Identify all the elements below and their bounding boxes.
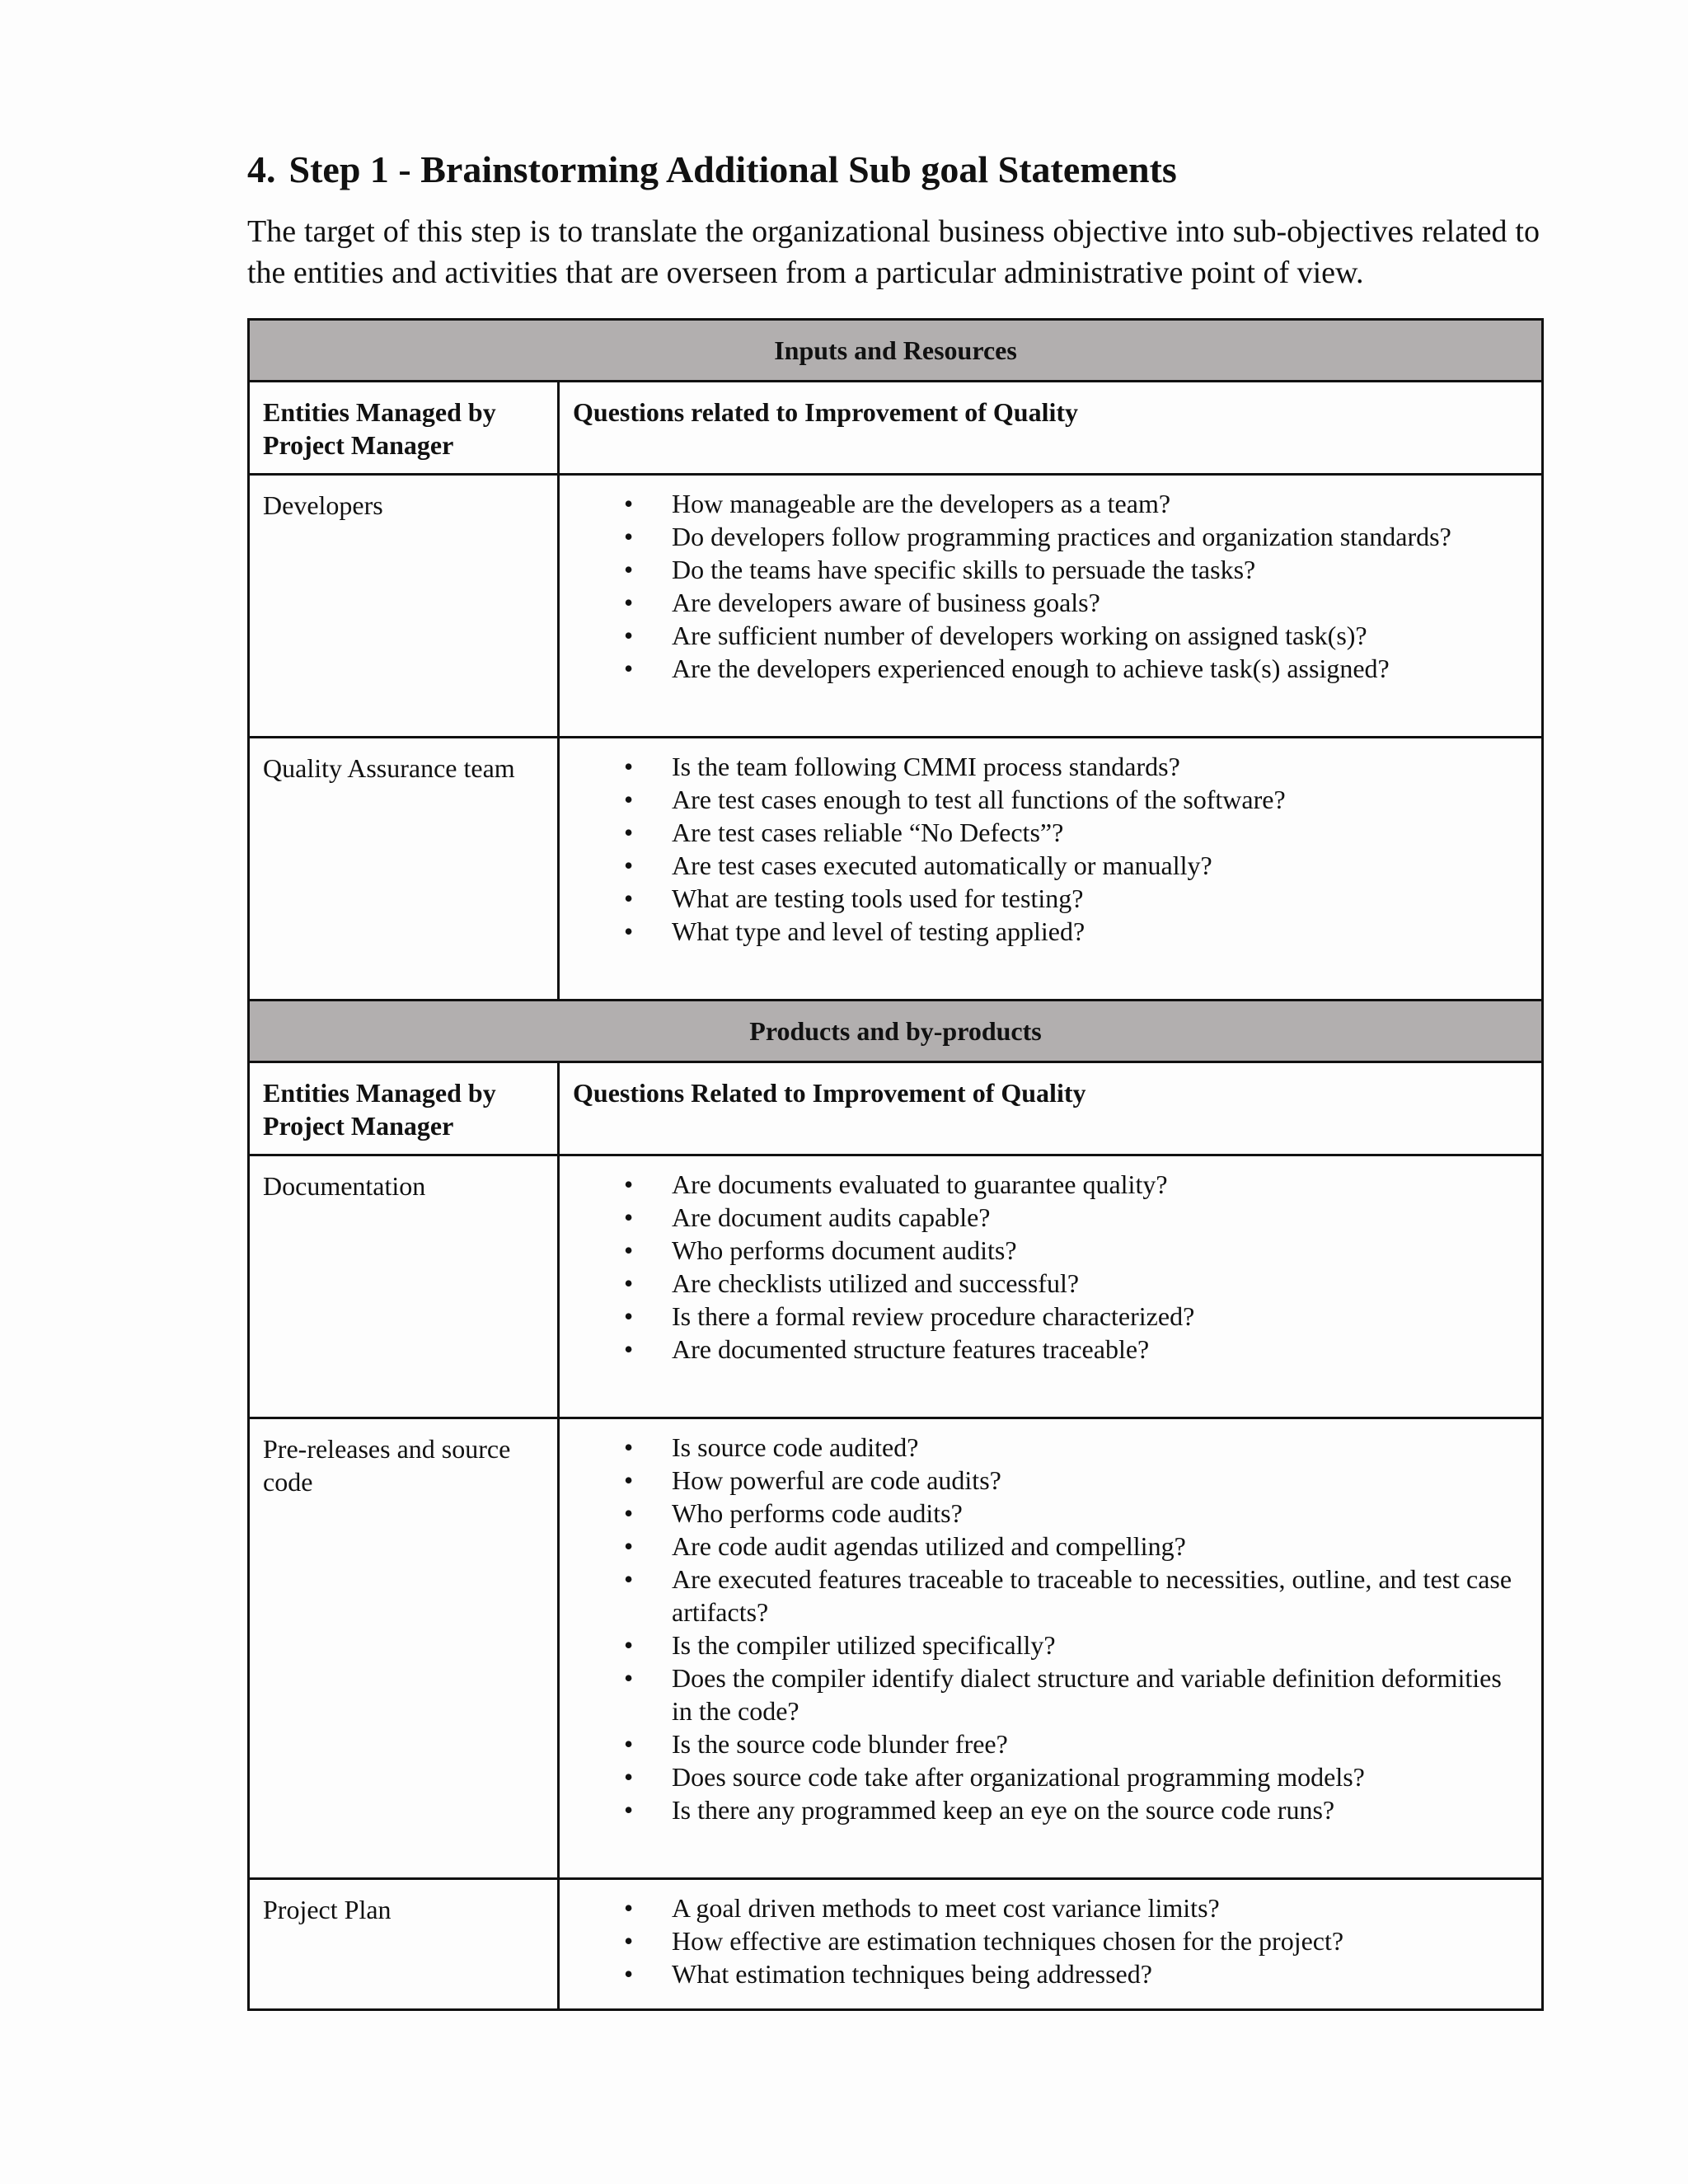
questions-cell [559,1155,1543,1418]
list-item: • Is there a formal review procedure characterized? [560,1300,1525,1333]
products-entities-column-header: Entities Managed by Project Manager [249,1062,559,1155]
list-item: • How manageable are the developers as a team? [560,487,1525,520]
list-item: • Are documents evaluated to guarantee quality? [560,1168,1525,1201]
section-number: 4. [247,148,276,190]
list-item: • What are testing tools used for testing? [560,882,1525,915]
list-item: • Do the teams have specific skills to persuade the tasks? [560,553,1525,586]
entity-cell: Project Plan [249,1879,559,2010]
list-item: • What type and level of testing applied? [560,915,1525,948]
questions-cell [559,1879,1543,2010]
inputs-column-header-row [249,382,1543,475]
products-questions-column-header: Questions Related to Improvement of Quality [559,1062,1543,1155]
intro-paragraph: The target of this step is to translate the organizational business objective into sub-objectives related to the entities and activities that are overseen from a particular administrative point of view. [247,214,1540,290]
inputs-section-header-row [249,320,1543,382]
list-item: • Do developers follow programming practices and organization standards? [560,520,1525,553]
table-row [249,1155,1543,1418]
questions-cell [559,738,1543,1001]
list-item: • How powerful are code audits? [560,1464,1525,1497]
inputs-entities-column-header: Entities Managed by Project Manager [249,382,559,475]
section-heading [247,147,1177,193]
list-item: • Is the compiler utilized specifically? [560,1629,1525,1661]
entity-cell: Pre-releases and source code [249,1418,559,1879]
quality-questions-table [247,318,1544,2011]
list-item: • Who performs code audits? [560,1497,1525,1530]
question-list [560,738,1541,964]
table-row [249,1418,1543,1879]
list-item: • What estimation techniques being addressed? [560,1957,1525,1990]
question-list [560,1880,1541,2007]
list-item: • Is there any programmed keep an eye on the source code runs? [560,1793,1525,1826]
list-item: • A goal driven methods to meet cost variance limits? [560,1891,1525,1924]
table-row [249,1879,1543,2010]
list-item: • Is source code audited? [560,1431,1525,1464]
list-item: • Are document audits capable? [560,1201,1525,1234]
list-item: • Are the developers experienced enough to achieve task(s) assigned? [560,652,1525,685]
table-row [249,738,1543,1001]
list-item: • How effective are estimation techniques chosen for the project? [560,1924,1525,1957]
entity-cell: Documentation [249,1155,559,1418]
questions-cell [559,1418,1543,1879]
products-section-heading: Products and by-products [249,1001,1543,1062]
list-item: • Are documented structure features traceable? [560,1333,1525,1366]
question-list [560,476,1541,701]
list-item: • Are checklists utilized and successful? [560,1267,1525,1300]
table-row [249,475,1543,738]
list-item: • Are sufficient number of developers working on assigned task(s)? [560,619,1525,652]
section-title: Step 1 - Brainstorming Additional Sub goal Statements [288,148,1177,190]
list-item: • Who performs document audits? [560,1234,1525,1267]
list-item: • Are code audit agendas utilized and compelling? [560,1530,1525,1563]
entity-cell: Quality Assurance team [249,738,559,1001]
list-item: • Are test cases reliable “No Defects”? [560,816,1525,849]
question-list [560,1419,1541,1843]
products-section-header-row [249,1001,1543,1062]
list-item: • Are test cases enough to test all functions of the software? [560,783,1525,816]
list-item: • Are test cases executed automatically or manually? [560,849,1525,882]
questions-cell [559,475,1543,738]
list-item: • Is the team following CMMI process standards? [560,750,1525,783]
inputs-questions-column-header: Questions related to Improvement of Quality [559,382,1543,475]
list-item: • Does source code take after organizational programming models? [560,1760,1525,1793]
inputs-section-heading: Inputs and Resources [249,320,1543,382]
list-item: • Are developers aware of business goals? [560,586,1525,619]
list-item: • Does the compiler identify dialect structure and variable definition deformities in the code? [560,1661,1525,1727]
products-column-header-row [249,1062,1543,1155]
list-item: • Is the source code blunder free? [560,1727,1525,1760]
entity-cell: Developers [249,475,559,738]
question-list [560,1156,1541,1382]
list-item: • Are executed features traceable to traceable to necessities, outline, and test case artifacts? [560,1563,1525,1629]
